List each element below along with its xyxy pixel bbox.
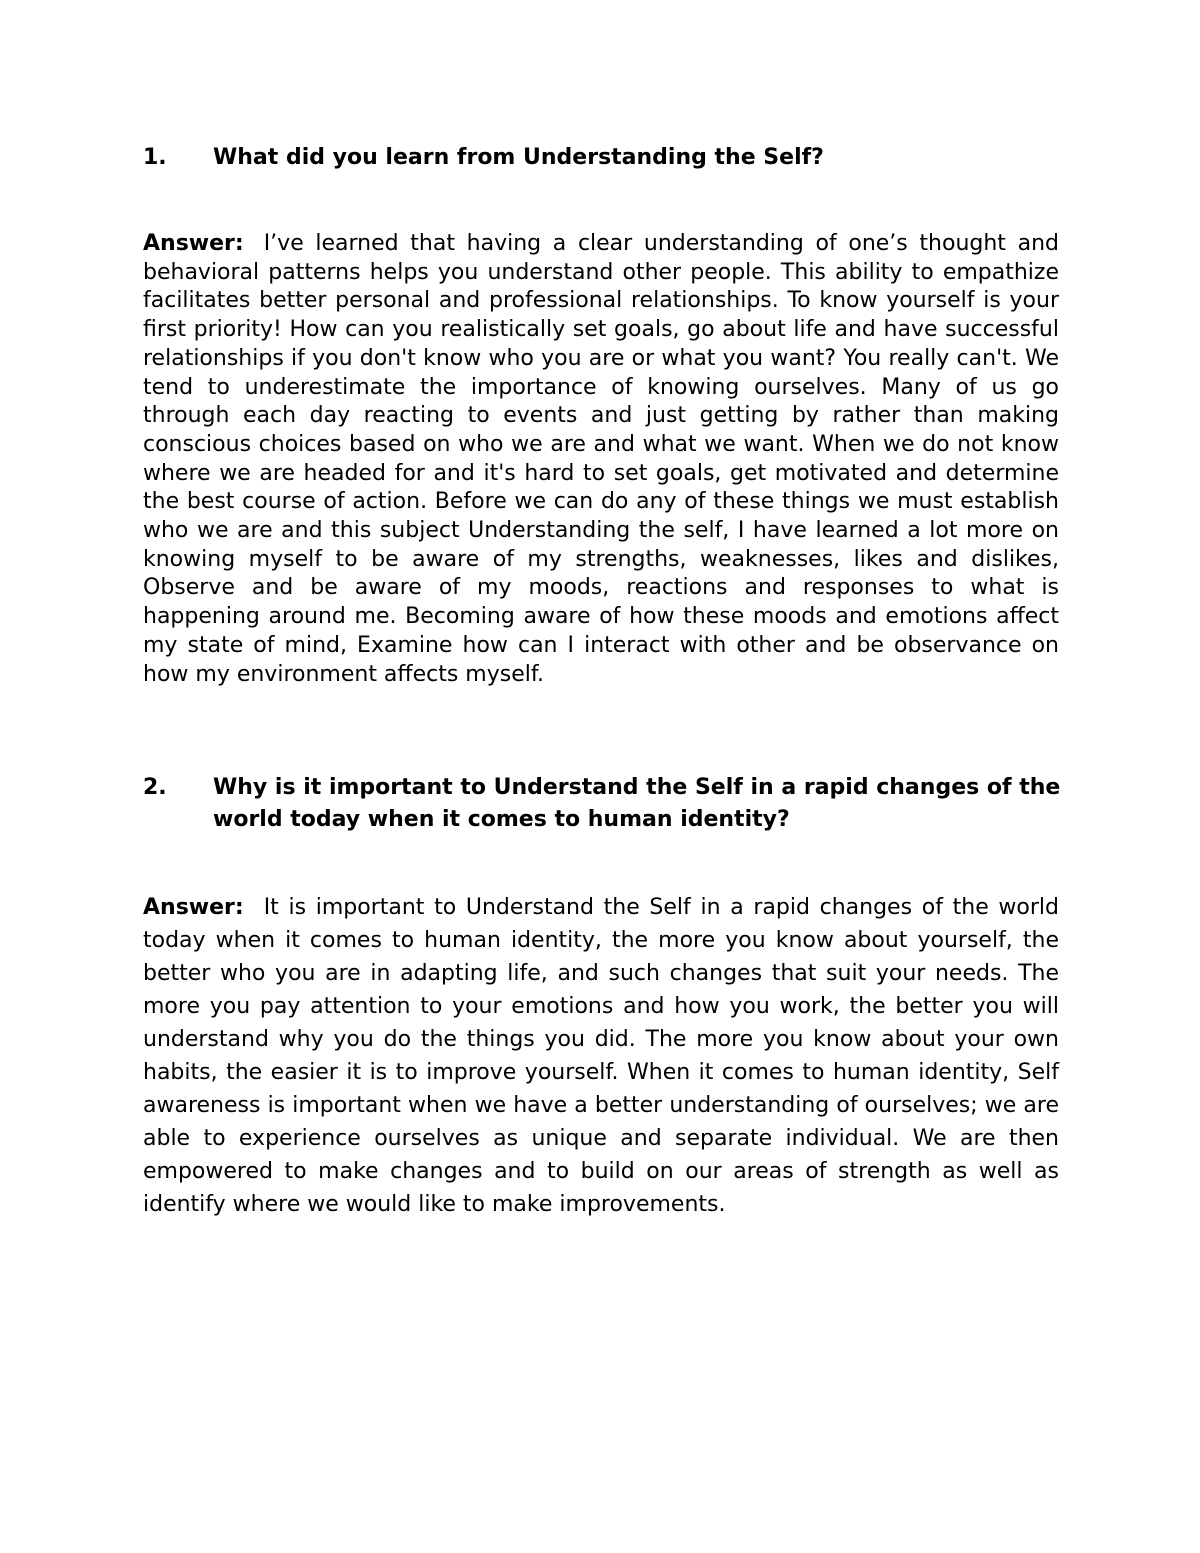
question-1 <box>143 142 1061 174</box>
question-number: 1. <box>143 145 167 170</box>
question-2 <box>143 772 1061 836</box>
answer-2 <box>143 891 1059 1221</box>
answer-text: I’ve learned that having a clear understanding of one’s thought and behavioral patterns helps you understand other people. This ability to empathize facilitates better personal and professional relationships. To know yourself is your first priority! How can you realistically set goals, go about life and have successful relationships if you don't know who you are or what you want? You really can't. We tend to underestimate the importance of knowing ourselves. Many of us go through each day reacting to events and just getting by rather than making conscious choices based on who we are and what we want. When we do not know where we are headed for and it's hard to set goals, get motivated and determine the best course of action. Before we can do any of these things we must establish who we are and this subject Understanding the self, I have learned a lot more on knowing myself to be aware of my strengths, weaknesses, likes and dislikes, Observe and be aware of my moods, reactions and responses to what is happening around me. Becoming aware of how these moods and emotions affect my state of mind, Examine how can I interact with other and be observance on how my environment affects myself. <box>143 231 1059 687</box>
answer-text: It is important to Understand the Self in a rapid changes of the world today when it comes to human identity, the more you know about yourself, the better who you are in adapting life, and such changes that suit your needs. The more you pay attention to your emotions and how you work, the better you will understand why you do the things you did. The more you know about your own habits, the easier it is to improve yourself. When it comes to human identity, Self awareness is important when we have a better understanding of ourselves; we are able to experience ourselves as unique and separate individual. We are then empowered to make changes and to build on our areas of strength as well as identify where we would like to make improvements. <box>143 895 1059 1217</box>
question-text: Why is it important to Understand the Self in a rapid changes of the world today when it comes to human identity? <box>213 775 1061 832</box>
answer-label: Answer: <box>143 231 244 256</box>
answer-label: Answer: <box>143 895 244 920</box>
question-number: 2. <box>143 775 167 800</box>
answer-1 <box>143 230 1059 689</box>
question-text: What did you learn from Understanding the Self? <box>213 145 824 170</box>
